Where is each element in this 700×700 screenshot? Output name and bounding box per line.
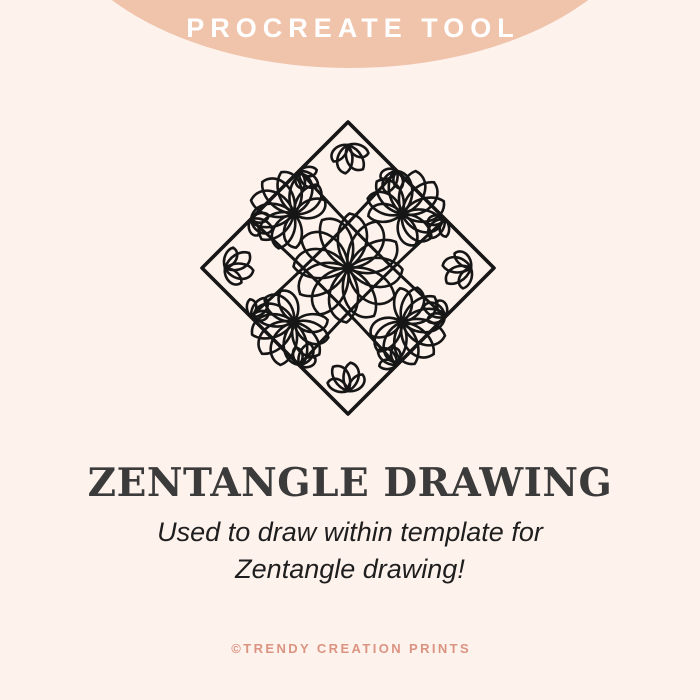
footer-credit: ©TRENDY CREATION PRINTS (231, 641, 472, 656)
zentangle-pattern-icon (198, 118, 498, 418)
tagline-line-1: Used to draw within template for (157, 517, 543, 547)
tagline (0, 514, 700, 588)
page-title: ZENTANGLE DRAWING (87, 460, 613, 506)
tagline-line-2: Zentangle drawing! (235, 554, 465, 584)
banner-label: PROCREATE TOOL (186, 13, 520, 43)
